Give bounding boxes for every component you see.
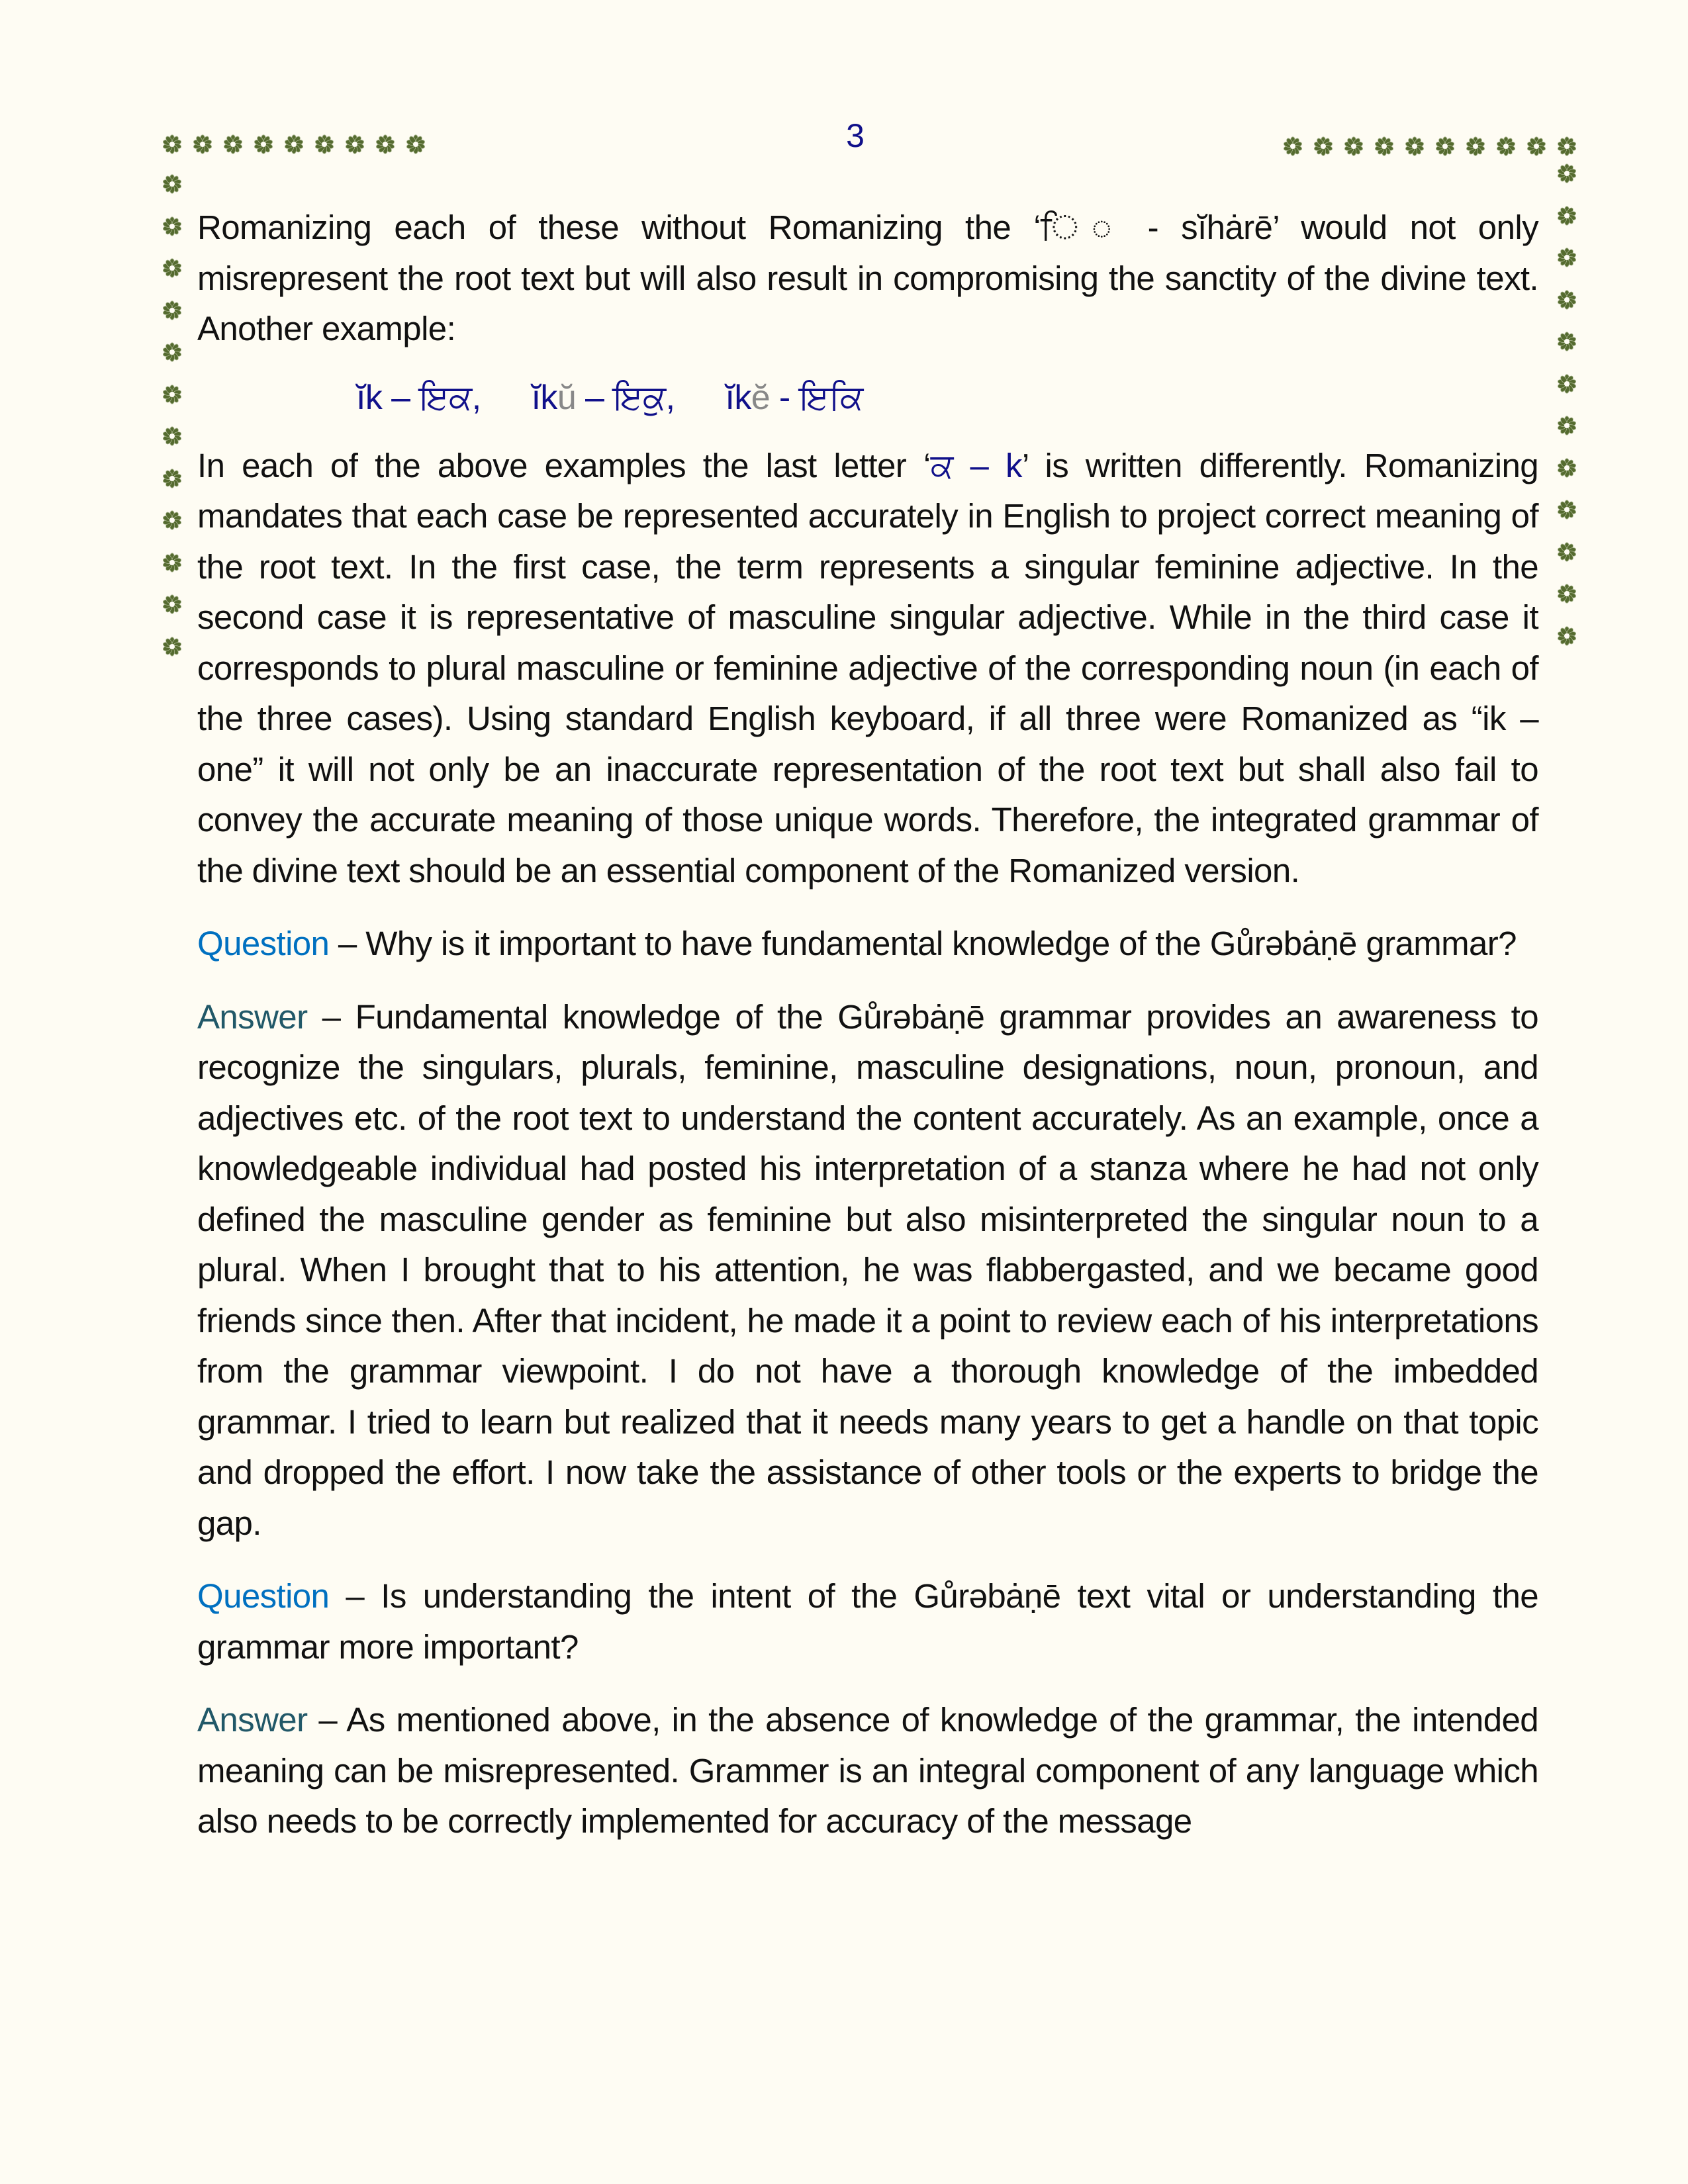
flower-icon: [1557, 584, 1577, 604]
flower-icon: [1283, 136, 1303, 156]
flower-icon: [162, 174, 182, 194]
flower-icon: [1557, 458, 1577, 478]
flower-icon: [1557, 163, 1577, 183]
flower-icon: [162, 553, 182, 572]
flower-icon: [162, 258, 182, 278]
example-roman: ĭk: [356, 378, 383, 417]
flower-icon: [1313, 136, 1333, 156]
flower-icon: [1557, 332, 1577, 351]
question-text: – Is understanding the intent of the Gůrəbȧṇē text vital or understanding the grammar more important?: [197, 1577, 1538, 1666]
paragraph-sihari-intro: [197, 203, 1538, 355]
gurmukhi-sihari-symbol: ਿ◌: [1041, 208, 1125, 246]
document-body: [197, 203, 1538, 1847]
flower-icon: [1374, 136, 1394, 156]
example-roman-vowel: ĕ: [751, 378, 771, 417]
flower-icon: [1526, 136, 1546, 156]
paragraph-text: - sĭhȧrē’ would not only misrepresent the root text but will also result in compromising the sanctity of the divine text. Another example:: [197, 208, 1538, 347]
flower-icon: [162, 385, 182, 404]
example-item: [725, 379, 863, 417]
example-roman: ĭk: [725, 378, 751, 417]
question-2: [197, 1571, 1538, 1672]
gurmukhi-letter-highlight: ਕ – k: [930, 446, 1022, 484]
flower-icon: [406, 134, 426, 154]
paragraph-text: Romanizing each of these without Romanizing the ‘: [197, 208, 1041, 246]
answer-label: Answer: [197, 1701, 308, 1739]
flower-icon: [1557, 374, 1577, 394]
question-1: [197, 919, 1538, 970]
flower-icon: [1405, 136, 1425, 156]
question-label: Question: [197, 925, 330, 962]
flower-icon: [223, 134, 243, 154]
flower-icon: [162, 594, 182, 614]
answer-text: – Fundamental knowledge of the Gůrəbȧṇē grammar provides an awareness to recognize the singulars, plurals, feminine, masculine designations, noun, pronoun, and adjectives etc. of the root text to understand the content accurately. As an example, once a knowledgeable individual had posted his interpretation of a stanza where he had not only defined the masculine gender as feminine but also misinterpreted the singular noun to a plural. When I brought that to his attention, he was flabbergasted, and we became good friends since then. After that incident, he made it a point to review each of his interpretations from the grammar viewpoint. I do not have a thorough knowledge of the imbedded grammar. I tried to learn but realized that it needs many years to get a handle on that topic and dropped the effort. I now take the assistance of other tools or the experts to bridge the gap.: [197, 997, 1538, 1542]
answer-text: – As mentioned above, in the absence of knowledge of the grammar, the intended meaning can be misrepresented. Grammer is an integral component of any language which also needs to be correctly implemented for accuracy of the message: [197, 1701, 1538, 1840]
flower-icon: [345, 134, 365, 154]
example-roman: ĭk: [531, 378, 557, 417]
example-gurmukhi: ਇਕ,: [419, 378, 481, 417]
flower-icon: [162, 469, 182, 488]
flower-icon: [1466, 136, 1485, 156]
flower-icon: [1557, 206, 1577, 226]
answer-label: Answer: [197, 997, 308, 1036]
flower-icon: [1435, 136, 1455, 156]
example-gurmukhi: ਇਕਿ: [799, 378, 863, 417]
example-separator: -: [770, 378, 800, 417]
flower-icon: [162, 342, 182, 362]
romanization-examples: [197, 355, 1538, 441]
example-item: [532, 379, 675, 417]
question-text: – Why is it important to have fundamental knowledge of the Gůrəbȧṇē grammar?: [329, 925, 1517, 962]
flower-icon: [1557, 248, 1577, 267]
flower-icon: [162, 637, 182, 657]
flower-icon: [1557, 136, 1577, 156]
flower-icon: [284, 134, 304, 154]
example-roman-vowel: ŭ: [557, 378, 577, 417]
flower-icon: [1557, 290, 1577, 310]
example-item: [356, 379, 481, 417]
answer-2: [197, 1695, 1538, 1847]
flower-icon: [1557, 626, 1577, 646]
paragraph-text: ’ is written differently. Romanizing mandates that each case be represented accurately in English to project correct meaning of the root text. In the first case, the term represents a singular feminine adjective. In the second case it is representative of masculine singular adjective. While in the third case it corresponds to plural masculine or feminine adjective of the corresponding noun (in each of the three cases). Using standard English keyboard, if all three were Romanized as “ik – one” it will not only be an inaccurate representation of the root text but shall also fail to convey the accurate meaning of those unique words. Therefore, the integrated grammar of the divine text should be an essential component of the Romanized version.: [197, 446, 1538, 889]
flower-icon: [314, 134, 334, 154]
flower-icon: [1557, 542, 1577, 562]
example-separator: –: [576, 378, 614, 417]
example-separator: –: [382, 378, 420, 417]
flower-icon: [162, 300, 182, 320]
flower-icon: [254, 134, 273, 154]
flower-icon: [162, 510, 182, 530]
flower-icon: [162, 426, 182, 446]
answer-1: [197, 992, 1538, 1549]
paragraph-last-letter: [197, 441, 1538, 897]
flower-icon: [193, 134, 212, 154]
example-gurmukhi: ਇਕੁ,: [613, 378, 675, 417]
flower-icon: [1557, 500, 1577, 520]
flower-icon: [162, 216, 182, 236]
flower-icon: [375, 134, 395, 154]
paragraph-text: In each of the above examples the last letter ‘: [197, 446, 931, 484]
flower-icon: [1557, 416, 1577, 435]
flower-icon: [1496, 136, 1516, 156]
flower-icon: [162, 134, 182, 154]
question-label: Question: [197, 1577, 330, 1615]
flower-icon: [1344, 136, 1364, 156]
page-number: 3: [846, 117, 865, 154]
